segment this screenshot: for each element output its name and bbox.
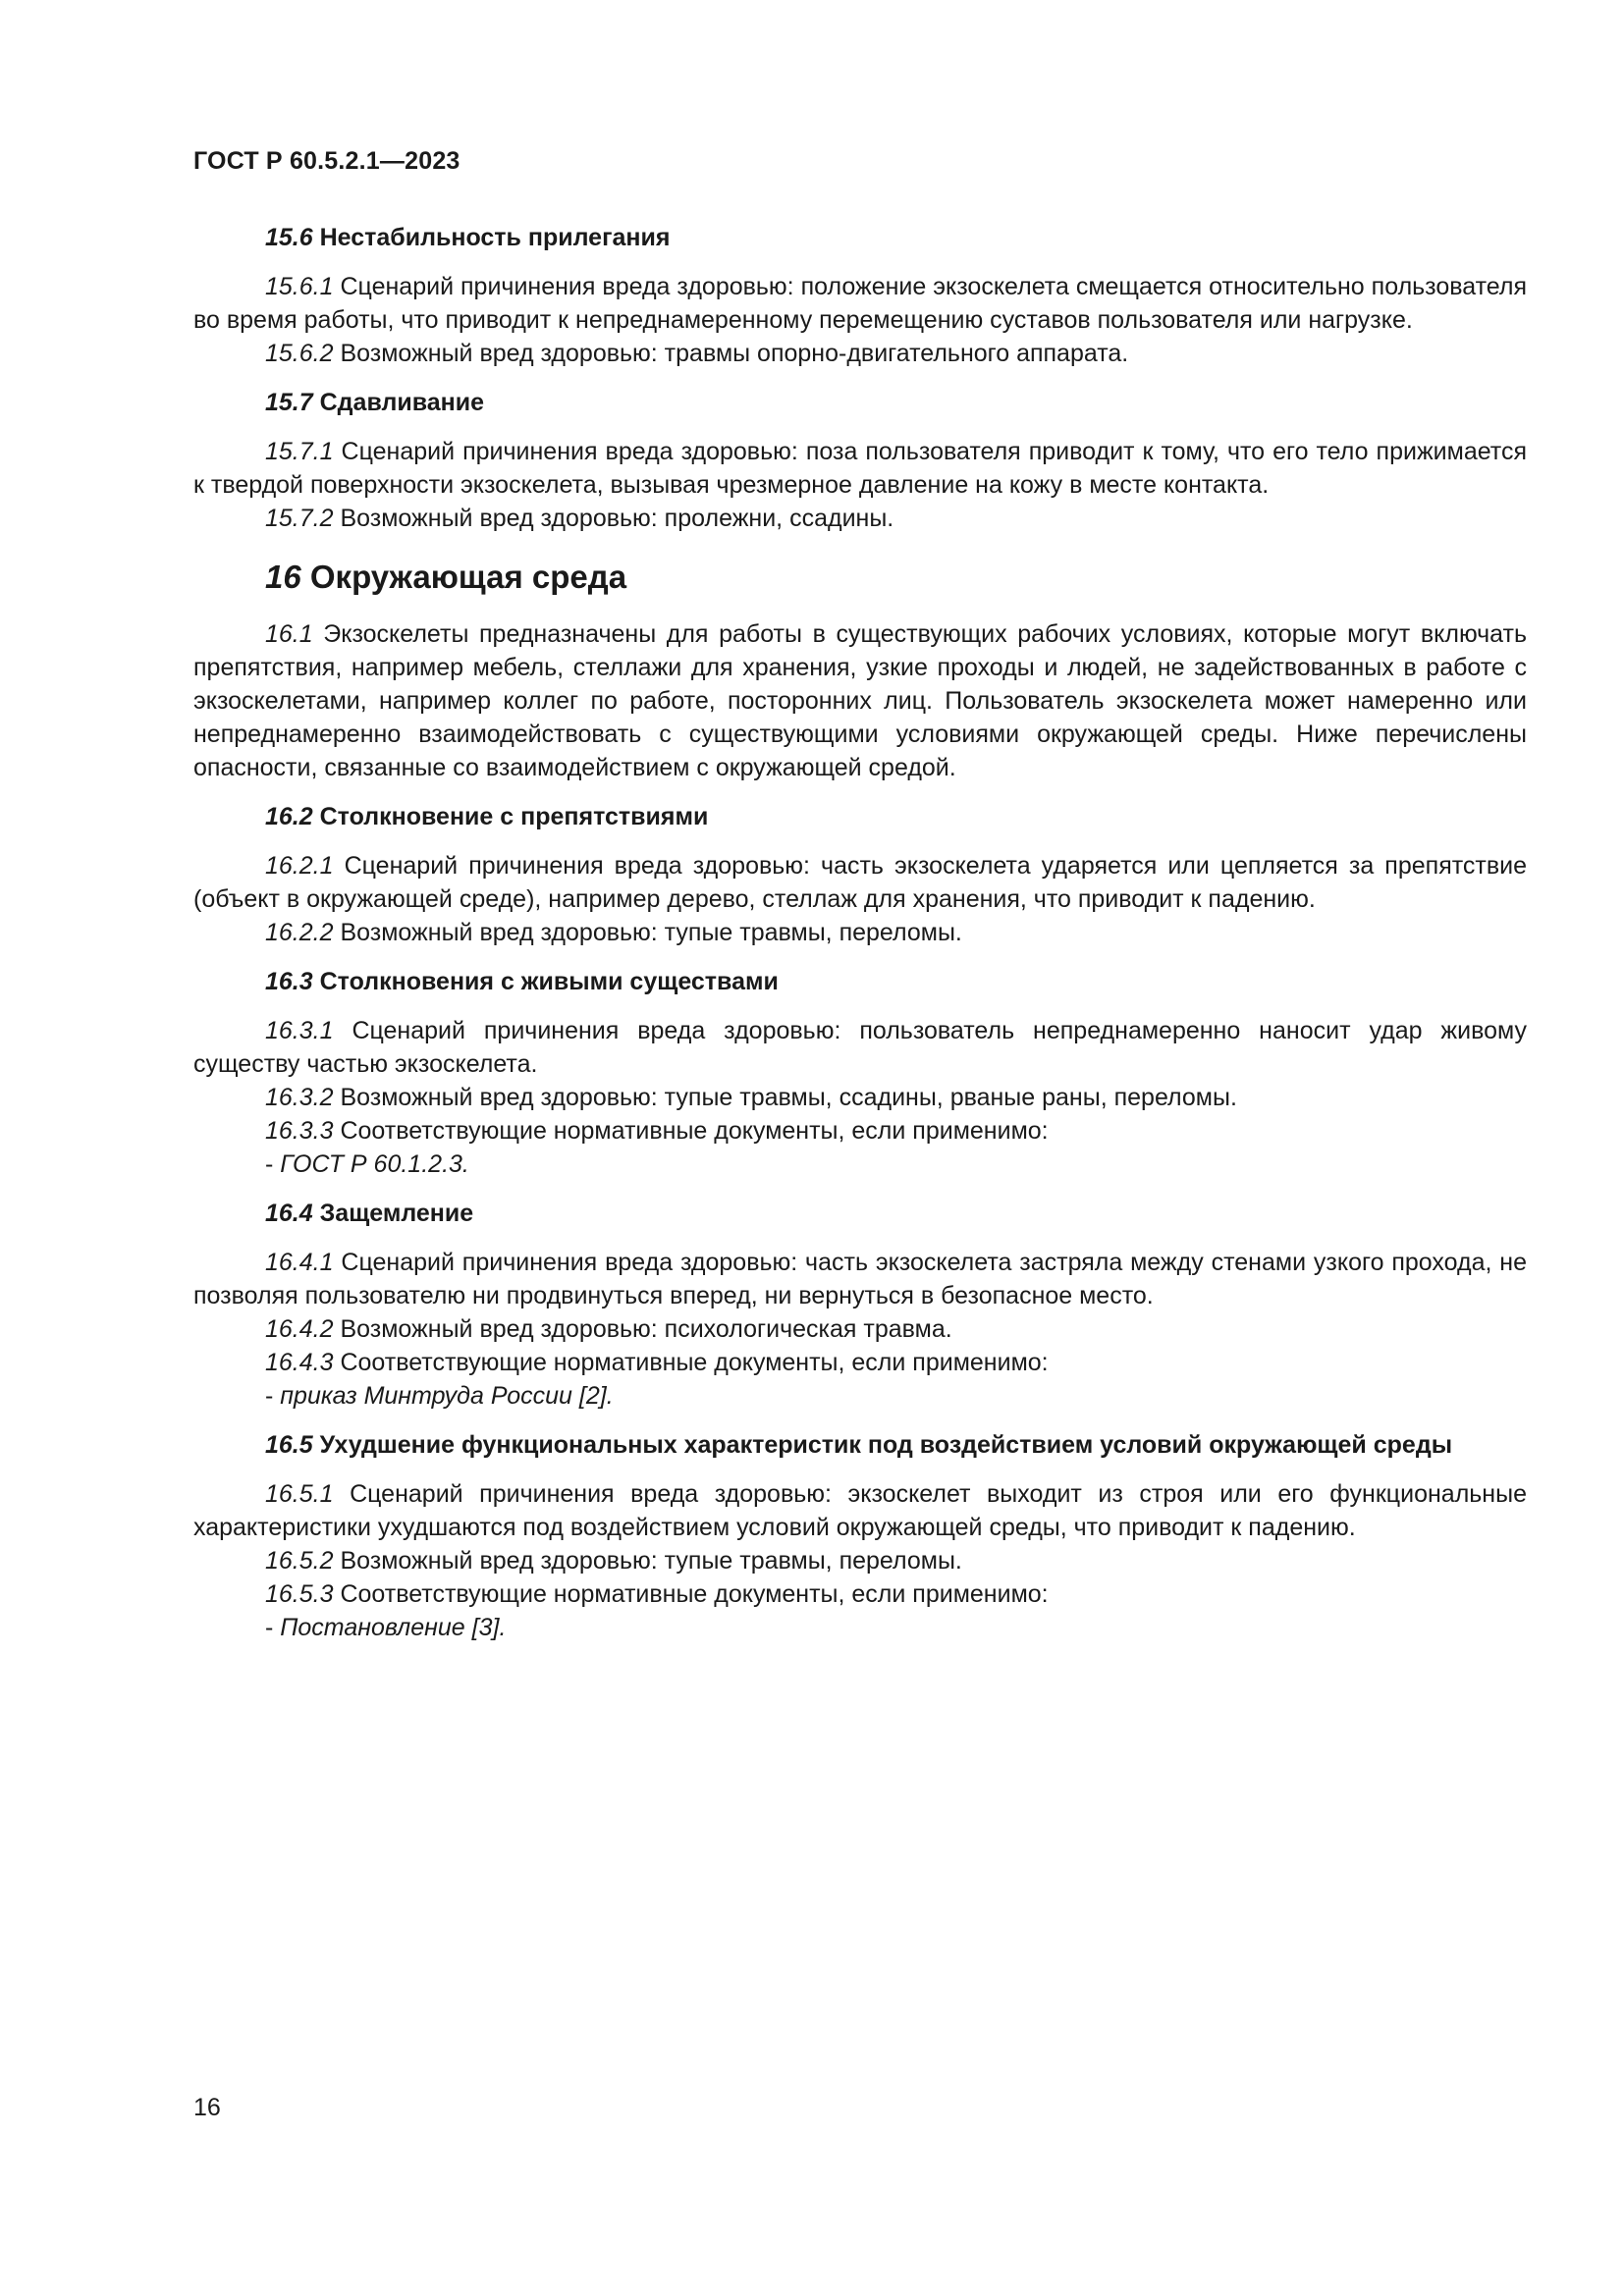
clause-text: Возможный вред здоровью: психологическая травма. <box>340 1315 952 1343</box>
heading-title: Столкновение с препятствиями <box>319 803 709 830</box>
clause-number: 16.2.1 <box>265 852 334 880</box>
paragraph-16-4-3 <box>193 1346 1527 1379</box>
reference-text: ГОСТ Р 60.1.2.3. <box>280 1150 469 1178</box>
clause-number: 16.3.3 <box>265 1117 334 1145</box>
clause-text: Возможный вред здоровью: тупые травмы, переломы. <box>340 1547 962 1575</box>
heading-title: Нестабильность прилегания <box>319 224 671 251</box>
clause-text: Сценарий причинения вреда здоровью: часть экзоскелета застряла между стенами узкого прохода, не позволяя пользователю ни продвинуться вперед, ни вернуться в безопасное место. <box>193 1249 1527 1309</box>
clause-text: Сценарий причинения вреда здоровью: экзоскелет выходит из строя или его функциональные характеристики ухудшаются под воздействием условий окружающей среды, что приводит к падению. <box>193 1480 1527 1541</box>
paragraph-16-3-1 <box>193 1014 1527 1081</box>
clause-text: Возможный вред здоровью: пролежни, ссадины. <box>340 505 894 532</box>
heading-number: 16.2 <box>265 803 313 830</box>
clause-text: Сценарий причинения вреда здоровью: часть экзоскелета ударяется или цепляется за препятствие (объект в окружающей среде), например дерево, стеллаж для хранения, что приводит к падению. <box>193 852 1527 913</box>
clause-number: 15.7.2 <box>265 505 334 532</box>
list-dash: - <box>265 1382 274 1410</box>
clause-number: 15.6.2 <box>265 340 334 367</box>
heading-number: 16.3 <box>265 968 313 995</box>
paragraph-16-4-1 <box>193 1246 1527 1312</box>
clause-text: Возможный вред здоровью: травмы опорно-двигательного аппарата. <box>340 340 1129 367</box>
clause-number: 16.5.2 <box>265 1547 334 1575</box>
paragraph-15-7-1 <box>193 435 1527 502</box>
clause-number: 16.4.1 <box>265 1249 334 1276</box>
clause-text: Соответствующие нормативные документы, если применимо: <box>340 1580 1049 1608</box>
heading-title: Ухудшение функциональных характеристик под воздействием условий окружающей среды <box>319 1431 1453 1459</box>
section-heading-16 <box>193 559 1527 596</box>
heading-number: 16.4 <box>265 1200 313 1227</box>
reference-item-16-4 <box>193 1379 1527 1413</box>
reference-item-16-3 <box>193 1148 1527 1181</box>
clause-number: 16.2.2 <box>265 919 334 946</box>
subsection-heading-15-6 <box>193 221 1527 254</box>
clause-number: 16.5.1 <box>265 1480 334 1508</box>
heading-number: 16.5 <box>265 1431 313 1459</box>
clause-number: 16.5.3 <box>265 1580 334 1608</box>
clause-number: 16.1 <box>265 620 313 648</box>
paragraph-15-6-1 <box>193 270 1527 337</box>
paragraph-16-2-1 <box>193 849 1527 916</box>
clause-number: 15.7.1 <box>265 438 334 465</box>
paragraph-15-7-2 <box>193 502 1527 535</box>
paragraph-16-3-3 <box>193 1114 1527 1148</box>
heading-number: 16 <box>265 559 301 595</box>
clause-text: Соответствующие нормативные документы, если применимо: <box>340 1349 1049 1376</box>
reference-text: Постановление [3]. <box>280 1614 507 1641</box>
paragraph-16-4-2 <box>193 1312 1527 1346</box>
clause-number: 16.4.2 <box>265 1315 334 1343</box>
paragraph-16-5-2 <box>193 1544 1527 1577</box>
paragraph-16-5-3 <box>193 1577 1527 1611</box>
heading-number: 15.7 <box>265 389 313 416</box>
clause-number: 16.4.3 <box>265 1349 334 1376</box>
heading-title: Защемление <box>319 1200 474 1227</box>
clause-number: 16.3.1 <box>265 1017 334 1044</box>
heading-title: Столкновения с живыми существами <box>319 968 779 995</box>
clause-text: Сценарий причинения вреда здоровью: пользователь непреднамеренно наносит удар живому существу частью экзоскелета. <box>193 1017 1527 1078</box>
reference-text: приказ Минтруда России [2]. <box>280 1382 614 1410</box>
paragraph-16-3-2 <box>193 1081 1527 1114</box>
clause-number: 15.6.1 <box>265 273 334 300</box>
clause-text: Возможный вред здоровью: тупые травмы, ссадины, рваные раны, переломы. <box>340 1084 1237 1111</box>
paragraph-16-5-1 <box>193 1477 1527 1544</box>
document-header: ГОСТ Р 60.5.2.1—2023 <box>193 147 460 175</box>
subsection-heading-16-2 <box>193 800 1527 833</box>
subsection-heading-16-3 <box>193 965 1527 998</box>
heading-number: 15.6 <box>265 224 313 251</box>
heading-title: Окружающая среда <box>309 559 627 595</box>
page-number: 16 <box>193 2094 221 2121</box>
clause-text: Сценарий причинения вреда здоровью: положение экзоскелета смещается относительно пользователя во время работы, что приводит к непреднамеренному перемещению суставов пользователя или нагрузке. <box>193 273 1527 334</box>
subsection-heading-16-4 <box>193 1197 1527 1230</box>
paragraph-16-1 <box>193 617 1527 784</box>
clause-text: Сценарий причинения вреда здоровью: поза пользователя приводит к тому, что его тело прижимается к твердой поверхности экзоскелета, вызывая чрезмерное давление на кожу в месте контакта. <box>193 438 1528 499</box>
heading-title: Сдавливание <box>319 389 485 416</box>
subsection-heading-15-7 <box>193 386 1527 419</box>
paragraph-15-6-2 <box>193 337 1527 370</box>
clause-text: Экзоскелеты предназначены для работы в существующих рабочих условиях, которые могут включать препятствия, например мебель, стеллажи для хранения, узкие проходы и людей, не задействованных в работе с экзоскелетами, например коллег по работе, посторонних лиц. Пользователь экзоскелета может намеренно или непреднамеренно взаимодействовать с существующими условиями окружающей среды. Ниже перечислены опасности, связанные со взаимодействием с окружающей средой. <box>193 620 1527 781</box>
subsection-heading-16-5 <box>193 1428 1527 1462</box>
list-dash: - <box>265 1614 274 1641</box>
list-dash: - <box>265 1150 274 1178</box>
paragraph-16-2-2 <box>193 916 1527 949</box>
clause-number: 16.3.2 <box>265 1084 334 1111</box>
reference-item-16-5 <box>193 1611 1527 1644</box>
document-page <box>193 147 1527 1644</box>
clause-text: Соответствующие нормативные документы, если применимо: <box>340 1117 1049 1145</box>
clause-text: Возможный вред здоровью: тупые травмы, переломы. <box>340 919 962 946</box>
